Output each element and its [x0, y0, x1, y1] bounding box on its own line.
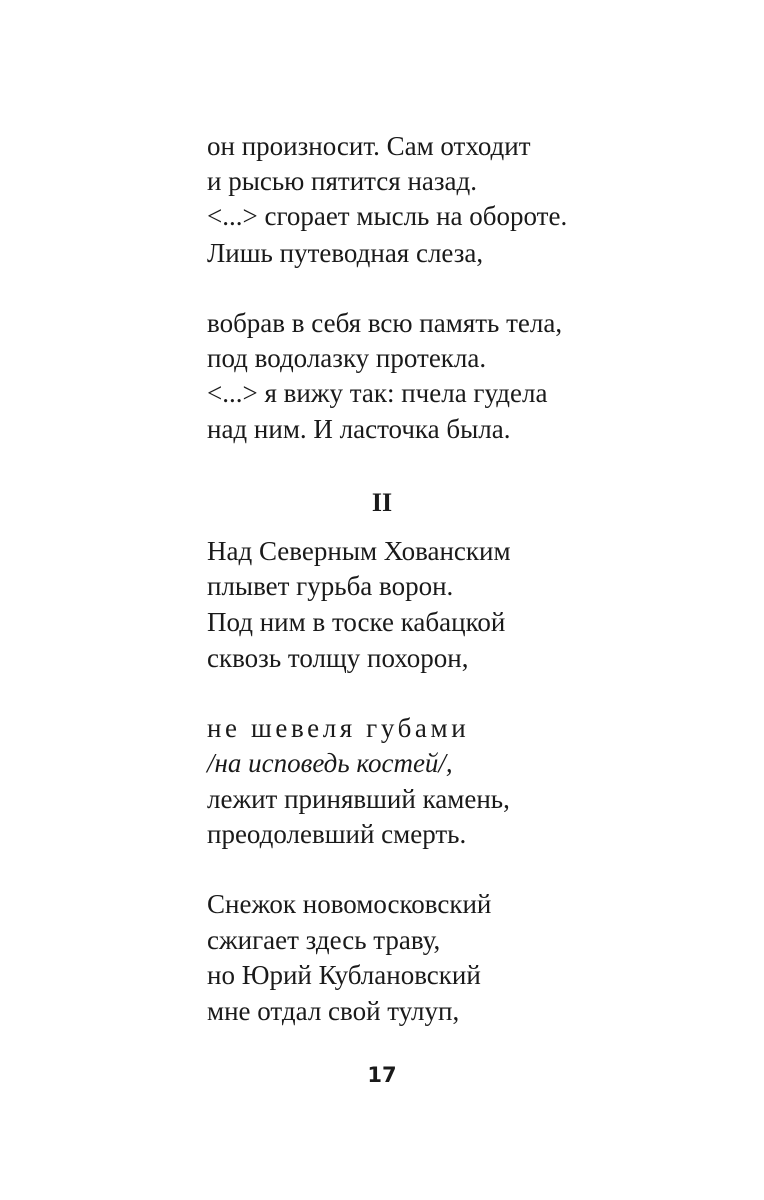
- poem-line: преодолевший смерть.: [207, 819, 467, 849]
- poem-line: он произносит. Сам отходит: [207, 131, 531, 161]
- poem-line: вобрав в себя всю память тела,: [207, 308, 563, 338]
- section-title: II: [371, 488, 393, 517]
- poem-line: лежит принявший камень,: [207, 784, 510, 814]
- poem-line-italic: /на исповедь костей/,: [207, 748, 453, 778]
- poem-line: Снежок новомосковский: [207, 889, 492, 919]
- poem-line: <...> я вижу так: пчела гудела: [207, 378, 548, 408]
- poem-line: сжигает здесь траву,: [207, 925, 441, 955]
- poem-line: над ним. И ласточка была.: [207, 414, 511, 444]
- poem-line: под водолазку протекла.: [207, 343, 487, 373]
- poem-line: мне отдал свой тулуп,: [207, 996, 460, 1026]
- poem-line: но Юрий Кублановский: [207, 960, 481, 990]
- poem-line: Над Северным Хованским: [207, 536, 511, 566]
- poem-line: плывет гурьба ворон.: [207, 571, 454, 601]
- poem-line: Лишь путеводная слеза,: [207, 238, 484, 268]
- poem-line: и рысью пятится назад.: [207, 166, 478, 196]
- poem-line: <...> сгорает мысль на обороте.: [207, 201, 568, 231]
- poem-line: Под ним в тоске кабацкой: [207, 607, 506, 637]
- poem-line-emphasized: не шевеля губами: [207, 713, 470, 743]
- page-number: 17: [367, 1063, 397, 1087]
- poem-line: сквозь толщу похорон,: [207, 643, 469, 673]
